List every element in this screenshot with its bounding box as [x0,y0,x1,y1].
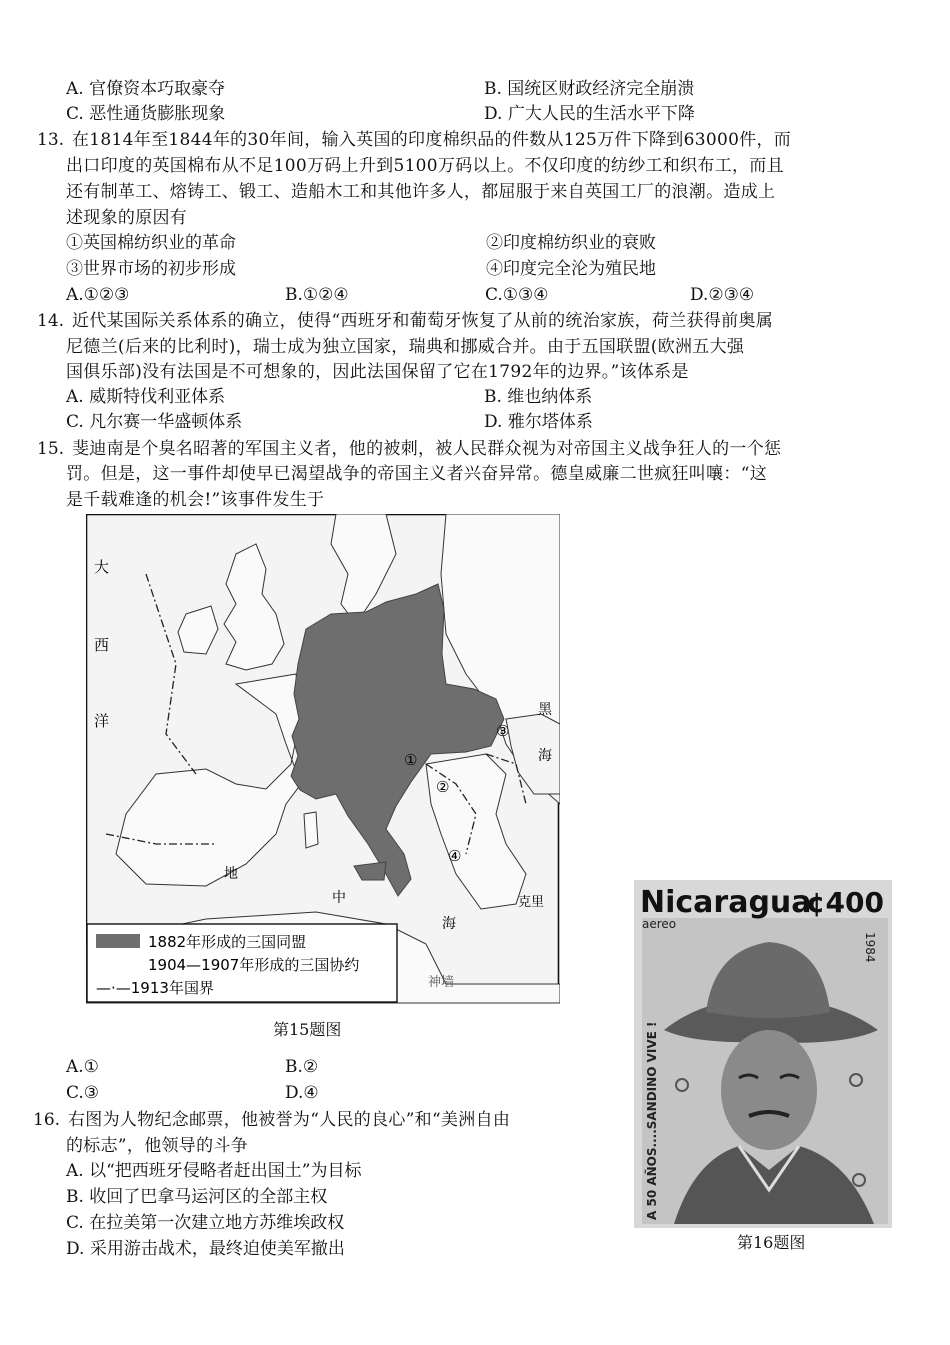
legend-border: —·—1913年国界 [96,979,214,997]
q15-text-line-1: 斐迪南是个臭名昭著的军国主义者，他的被刺，被人民群众视为对帝国主义战争狂人的一个惩 [72,439,782,459]
q14-option-a: A. 威斯特伐利亚体系 [66,387,226,407]
q16-option-c: C. 在拉美第一次建立地方苏维埃政权 [66,1213,345,1233]
marker-4: ④ [448,847,462,865]
q14-number: 14. [37,311,65,331]
legend-swatch-alliance [96,934,140,948]
q14-text-line-3: 国俱乐部)没有法国是不可想象的，因此法国保留了它在1792年的边界。”该体系是 [66,362,689,382]
q15-text-line-3: 是千载难逢的机会!”该事件发生于 [66,490,325,510]
q13-item-3: ③世界市场的初步形成 [66,259,236,279]
q13-item-2: ②印度棉纺织业的衰败 [486,233,656,253]
q13-text-line-4: 述现象的原因有 [66,208,188,228]
q15-number: 15. [37,439,65,459]
q16-caption: 第16题图 [737,1233,806,1252]
q13-text-line-2: 出口印度的英国棉布从不足100万码上升到5100万码以上。不仅印度的纺纱工和织布工，而且 [66,156,784,176]
q14-text-line-2: 尼德兰(后来的比利时)，瑞士成为独立国家，瑞典和挪威合并。由于五国联盟(欧洲五大强 [66,337,745,357]
q15-text-line-2: 罚。但是，这一事件却使早已渴望战争的帝国主义者兴奋异常。德皇威廉二世疯狂叫嚷：“这 [66,464,767,484]
label-xi: 西 [94,636,110,654]
q15-caption: 第15题图 [273,1020,342,1039]
q16-option-d: D. 采用游击战术，最终迫使美军撤出 [66,1239,345,1259]
q13-option-b: B.①②④ [285,285,349,305]
stamp-value: ¢400 [806,886,884,919]
q14-option-d: D. 雅尔塔体系 [484,412,593,432]
q13-number: 13. [37,130,65,150]
q16-text-line-1: 右图为人物纪念邮票，他被誉为“人民的良心”和“美洲自由 [68,1110,511,1130]
sardinia [304,812,318,848]
q16-option-a: A. 以“把西班牙侵略者赶出国土”为目标 [66,1161,362,1181]
label-crete: 克里 [518,895,545,910]
q13-option-d: D.②③④ [690,285,755,305]
q12-option-a: A. 官僚资本巧取豪夺 [66,79,226,99]
q13-option-a: A.①②③ [66,285,130,305]
label-zhong: 中 [332,890,346,906]
europe-alliance-map [86,514,560,1004]
q15-option-c: C.③ [66,1083,100,1103]
label-yang: 洋 [94,712,110,730]
label-hai2: 海 [442,916,456,932]
legend-entente: 1904—1907年形成的三国协约 [148,956,360,974]
q13-option-c: C.①③④ [485,285,549,305]
marker-2: ② [436,778,450,796]
q12-option-c: C. 恶性通货膨胀现象 [66,104,226,124]
q14-option-b: B. 维也纳体系 [484,387,593,407]
marker-1: ① [404,751,418,769]
q13-item-4: ④印度完全沦为殖民地 [486,259,656,279]
sandino-stamp [634,880,892,1228]
q12-option-b: B. 国统区财政经济完全崩溃 [484,79,695,99]
stamp-face [721,1030,817,1150]
q14-option-c: C. 凡尔赛一华盛顿体系 [66,412,243,432]
q13-item-1: ①英国棉纺织业的革命 [66,233,236,253]
q14-text-line-1: 近代某国际关系体系的确立，使得“西班牙和葡萄牙恢复了从前的统治家族，荷兰获得前奥属 [72,311,773,331]
q13-text-line-1: 在1814年至1844年的30年间，输入英国的印度棉织品的件数从125万件下降到63000件，而 [72,130,792,150]
label-da: 大 [94,558,110,576]
stamp-side-text: A 50 AÑOS....SANDINO VIVE ! [645,1021,659,1220]
legend-alliance: 1882年形成的三国同盟 [148,933,307,951]
q15-option-a: A.① [66,1057,99,1077]
q15-option-d: D.④ [285,1083,319,1103]
stamp-year: 1984 [863,932,877,963]
stamp-country: Nicaragua [640,885,812,920]
q15-option-b: B.② [285,1057,319,1077]
q16-text-line-2: 的标志”，他领导的斗争 [66,1136,248,1156]
label-hei: 黑 [538,702,552,718]
marker-3: ③ [496,722,510,740]
q16-number: 16. [33,1110,61,1130]
stamp-sub: aereo [642,917,677,931]
label-shenqi: 神墙 [428,975,455,990]
q16-option-b: B. 收回了巴拿马运河区的全部主权 [66,1187,328,1207]
q12-option-d: D. 广大人民的生活水平下降 [484,104,695,124]
q13-text-line-3: 还有制革工、熔铸工、锻工、造船木工和其他许多人，都屈服于来自英国工厂的浪潮。造成上 [66,182,776,202]
label-hai: 海 [538,748,552,764]
label-di: 地 [224,866,238,882]
